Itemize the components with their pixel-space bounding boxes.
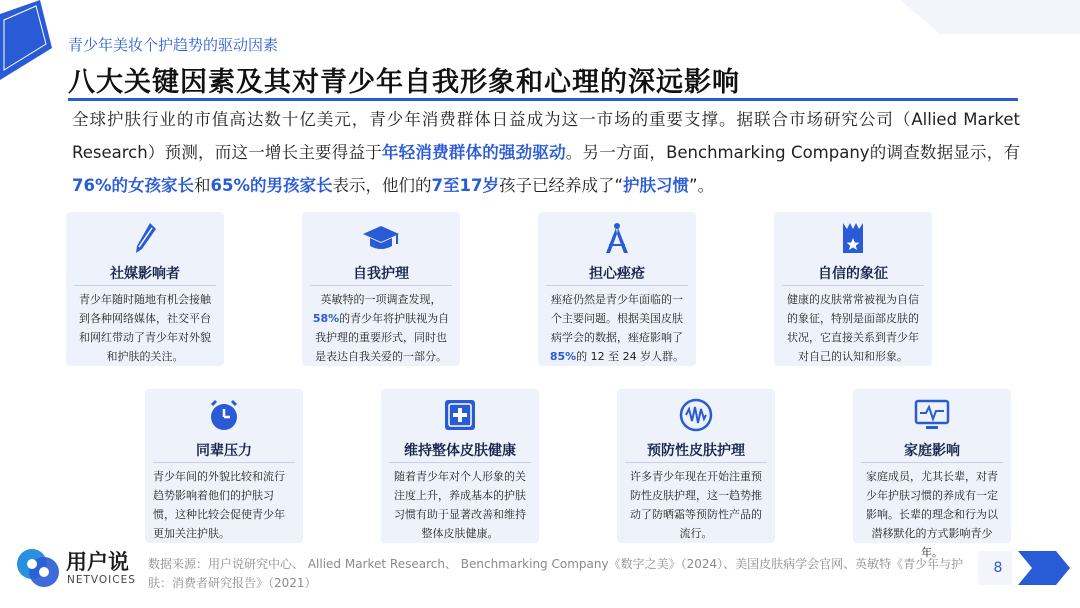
factor-card-family bbox=[853, 389, 1011, 559]
badge-icon bbox=[774, 218, 932, 258]
card-body: 许多青少年现在开始注重预防性皮肤护理，这一趋势推动了防晒霜等预防性产品的流行。 bbox=[630, 470, 762, 540]
timer-icon bbox=[145, 395, 303, 435]
card-divider bbox=[861, 462, 1003, 463]
title-divider bbox=[68, 98, 1018, 101]
card-divider bbox=[546, 285, 688, 286]
factor-card-confidence bbox=[774, 212, 932, 366]
card-title: 家庭影响 bbox=[904, 443, 960, 459]
factor-card-preventive-care bbox=[617, 389, 775, 543]
brand-name-en: NETVOICES bbox=[67, 574, 136, 586]
brand-logo-mark bbox=[14, 544, 62, 592]
card-body: 家庭成员，尤其长辈，对青少年护肤习惯的养成有一定影响。长辈的理念和行为以潜移默化的方式影响青少年。 bbox=[866, 470, 998, 559]
factor-card-peer-pressure bbox=[145, 389, 303, 543]
card-body: 青少年间的外貌比较和流行趋势影响着他们的护肤习惯，这种比较会促使青少年更加关注护肤。 bbox=[153, 470, 285, 540]
card-body: 青少年随时随地有机会接触到各种网络媒体，社交平台和网红带动了青少年对外貌和护肤的关注。 bbox=[79, 293, 211, 363]
section-label: 青少年美妆个护趋势的驱动因素 bbox=[68, 36, 279, 54]
card-body: 健康的皮肤常常被视为自信的象征，特别是面部皮肤的状况，它直接关系到青少年对自己的认知和形象。 bbox=[787, 293, 919, 363]
factor-card-social-influencers bbox=[66, 212, 224, 366]
page-title: 八大关键因素及其对青少年自我形象和心理的深远影响 bbox=[68, 67, 740, 98]
card-divider bbox=[310, 285, 452, 286]
page-number: 8 bbox=[993, 560, 1003, 576]
intro-paragraph: 全球护肤行业的市值高达数十亿美元，青少年消费群体日益成为这一市场的重要支撑。据联合市场研究公司（Allied Market Research）预测，而这一增长主要得益于年轻消费群体的强劲驱动。另一方面，Benchmarking Company的调查数据显示，有76%的女孩家长和65%的男孩家长表示，他们的7至17岁孩子已经养成了“护肤习惯”。 bbox=[72, 110, 1020, 195]
graduation-cap-icon bbox=[302, 218, 460, 258]
data-source: 数据来源：用户说研究中心、 Allied Market Research、 Benchmarking Company《数字之美》（2024）、美国皮肤病学会官网、英敏特《青少年与护肤：消费者研究报告》（2021） bbox=[148, 557, 964, 590]
brand-name: 用户说 bbox=[66, 550, 129, 574]
card-title: 同辈压力 bbox=[196, 443, 252, 459]
wave-icon bbox=[617, 395, 775, 435]
card-title: 社媒影响者 bbox=[110, 266, 180, 282]
card-body: 随着青少年对个人形象的关注度上升，养成基本的护肤习惯有助于显著改善和维持整体皮肤健康。 bbox=[394, 470, 526, 540]
corner-decoration bbox=[900, 0, 1080, 34]
card-divider bbox=[782, 285, 924, 286]
factor-card-self-care bbox=[302, 212, 460, 366]
card-divider bbox=[153, 462, 295, 463]
corner-decoration bbox=[0, 0, 52, 80]
card-body: 英敏特的一项调查发现，58%的青少年将护肤视为自我护理的重要形式，同时也是表达自我关爱的一部分。 bbox=[312, 293, 450, 363]
card-title: 自信的象征 bbox=[818, 266, 888, 282]
factor-card-skin-health bbox=[381, 389, 539, 543]
first-aid-icon bbox=[381, 395, 539, 435]
card-title: 维持整体皮肤健康 bbox=[404, 443, 516, 459]
card-body: 痤疮仍然是青少年面临的一个主要问题。根据美国皮肤病学会的数据，痤疮影响了85%的 12 至 24 岁人群。 bbox=[549, 293, 685, 363]
pen-nib-icon bbox=[66, 218, 224, 258]
card-title: 预防性皮肤护理 bbox=[647, 443, 745, 459]
card-divider bbox=[389, 462, 531, 463]
card-divider bbox=[74, 285, 216, 286]
card-divider bbox=[625, 462, 767, 463]
card-title: 担心痤疮 bbox=[589, 266, 645, 282]
factor-card-acne bbox=[538, 212, 696, 366]
compass-icon bbox=[538, 218, 696, 258]
monitor-pulse-icon bbox=[853, 395, 1011, 435]
card-title: 自我护理 bbox=[353, 266, 409, 282]
